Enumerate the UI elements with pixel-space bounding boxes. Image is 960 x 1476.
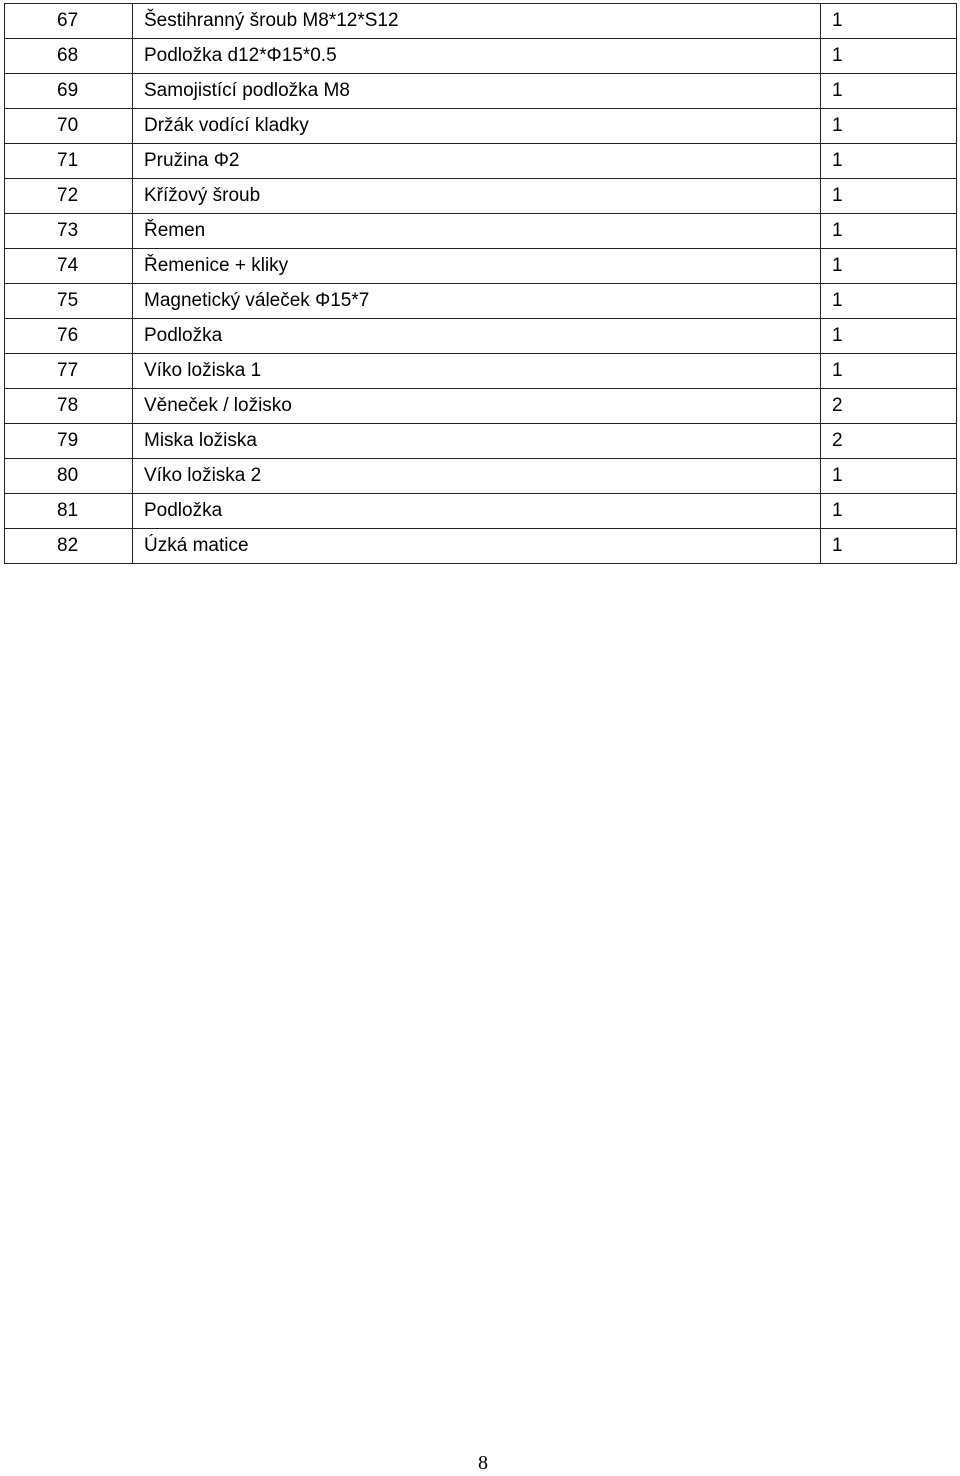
part-number-cell: 80	[5, 459, 133, 494]
part-name-cell: Řemenice + kliky	[133, 249, 821, 284]
part-quantity-cell: 2	[821, 424, 957, 459]
table-row	[5, 354, 957, 389]
part-quantity-cell: 1	[821, 459, 957, 494]
part-name-cell: Pružina Φ2	[133, 144, 821, 179]
table-row	[5, 249, 957, 284]
part-number-cell: 81	[5, 494, 133, 529]
part-number-cell: 75	[5, 284, 133, 319]
part-number-cell: 78	[5, 389, 133, 424]
part-quantity-cell: 1	[821, 529, 957, 564]
table-row	[5, 424, 957, 459]
page-number: 8	[478, 1452, 488, 1474]
part-number-cell: 70	[5, 109, 133, 144]
table-row	[5, 74, 957, 109]
table-row	[5, 319, 957, 354]
part-name-cell: Úzká matice	[133, 529, 821, 564]
table-row	[5, 179, 957, 214]
part-number-cell: 69	[5, 74, 133, 109]
table-row	[5, 494, 957, 529]
table-row	[5, 389, 957, 424]
part-quantity-cell: 1	[821, 249, 957, 284]
part-quantity-cell: 1	[821, 144, 957, 179]
part-number-cell: 67	[5, 4, 133, 39]
part-quantity-cell: 1	[821, 109, 957, 144]
part-quantity-cell: 2	[821, 389, 957, 424]
part-number-cell: 71	[5, 144, 133, 179]
part-name-cell: Samojistící podložka M8	[133, 74, 821, 109]
part-quantity-cell: 1	[821, 179, 957, 214]
parts-table	[4, 3, 957, 564]
part-number-cell: 68	[5, 39, 133, 74]
part-name-cell: Křížový šroub	[133, 179, 821, 214]
part-name-cell: Podložka	[133, 319, 821, 354]
part-name-cell: Víko ložiska 2	[133, 459, 821, 494]
part-number-cell: 82	[5, 529, 133, 564]
part-name-cell: Magnetický váleček Φ15*7	[133, 284, 821, 319]
part-quantity-cell: 1	[821, 494, 957, 529]
table-row	[5, 214, 957, 249]
part-quantity-cell: 1	[821, 354, 957, 389]
part-number-cell: 72	[5, 179, 133, 214]
part-name-cell: Víko ložiska 1	[133, 354, 821, 389]
part-name-cell: Podložka d12*Φ15*0.5	[133, 39, 821, 74]
part-name-cell: Řemen	[133, 214, 821, 249]
part-name-cell: Držák vodící kladky	[133, 109, 821, 144]
table-row	[5, 109, 957, 144]
table-row	[5, 284, 957, 319]
part-quantity-cell: 1	[821, 4, 957, 39]
table-row	[5, 459, 957, 494]
part-number-cell: 77	[5, 354, 133, 389]
part-quantity-cell: 1	[821, 74, 957, 109]
part-name-cell: Šestihranný šroub M8*12*S12	[133, 4, 821, 39]
part-name-cell: Věneček / ložisko	[133, 389, 821, 424]
part-quantity-cell: 1	[821, 319, 957, 354]
part-name-cell: Miska ložiska	[133, 424, 821, 459]
table-row	[5, 529, 957, 564]
part-number-cell: 76	[5, 319, 133, 354]
part-number-cell: 79	[5, 424, 133, 459]
part-number-cell: 74	[5, 249, 133, 284]
part-quantity-cell: 1	[821, 284, 957, 319]
parts-table-body	[5, 4, 957, 564]
part-number-cell: 73	[5, 214, 133, 249]
table-row	[5, 144, 957, 179]
table-row	[5, 39, 957, 74]
part-quantity-cell: 1	[821, 214, 957, 249]
part-name-cell: Podložka	[133, 494, 821, 529]
part-quantity-cell: 1	[821, 39, 957, 74]
table-row	[5, 4, 957, 39]
